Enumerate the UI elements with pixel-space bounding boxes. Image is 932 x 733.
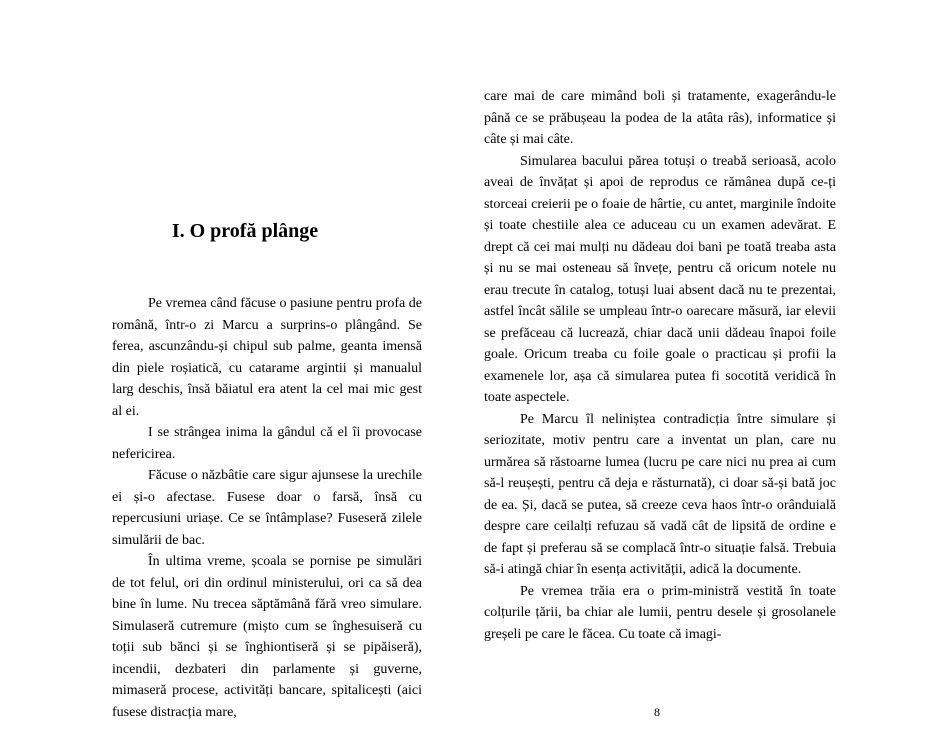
paragraph: care mai de care mimând boli și tratamente, exagerându-le până ce se prăbușeau la podea de la atâta râs), informatice și câte și mai câte. [484, 89, 836, 147]
paragraph: Pe vremea când făcuse o pasiune pentru profa de română, într-o zi Marcu a surprins-o plângând. Se ferea, ascunzându-și chipul sub palme, geanta imensă din piele roșiatică, cu catarame argintii și manualul larg deschis, însă băiatul era atent la cel mai mic gest al ei. [112, 296, 422, 419]
paragraph: Simularea bacului părea totuși o treabă serioasă, acolo aveai de învățat și apoi de reprodus ce rămânea după ce-ți storceai creierii pe o foaie de hârtie, cu antet, marginile îndoite și toate chestiile alea ce aduceau cu un examen adevărat. E drept că cei mai mulți nu dădeau doi bani pe toată treaba asta și nu se mai osteneau să învețe, pentru că oricum notele nu erau trecute în catalog, totuși luai absent dacă nu te prezentai, astfel încât sălile se umpleau într-o oarecare măsură, iar elevii se prefăceau că lucrează, chiar dacă unii dădeau înapoi foile goale. Oricum treaba cu foile goale o practicau și profii la examenele lor, așa că simularea putea fi socotită veridică în toate aspectele. [484, 153, 836, 405]
left-text-column [112, 293, 422, 723]
paragraph: Pe vremea trăia era o prim-ministră vestită în toate colțurile țării, ba chiar ale lumii, pentru desele și grosolanele greșeli pe care le făcea. Cu toate că imagi- [484, 583, 836, 642]
paragraph: I se strângea inima la gândul că el îi provocase nefericirea. [112, 425, 422, 462]
right-text-column [484, 86, 836, 645]
paragraph: Pe Marcu îl neliniștea contradicția între simulare și seriozitate, motiv pentru care a inventat un plan, care nu urmărea să răstoarne lumea (lucru pe care nici nu prea ai cum să-l reușești, pentru că deja e răsturnată), ci doar să-și bată joc de ea. Și, dacă se putea, să creeze ceva haos într-o orânduială despre care ceilalți refuzau să vadă cât de lipsită de ordine e de fapt și preferau să se complacă într-o situație falsă. Trebuia să-i atingă chiar în esența activității, adică la documente. [484, 411, 836, 577]
right-page [466, 0, 932, 733]
chapter-title: I. O profă plânge [171, 220, 319, 242]
page-number: 8 [654, 705, 660, 719]
paragraph: Făcuse o năzbâtie care sigur ajunsese la urechile ei și-o afectase. Fusese doar o farsă, însă cu repercusiuni uriașe. Ce se întâmplase? Fuseseră zilele simulării de bac. [112, 468, 422, 548]
paragraph: În ultima vreme, școala se pornise pe simulări de tot felul, ori din ordinul ministerului, ori ca să dea bine în lume. Nu trecea săptămână fără vreo simulare. Simulaseră cutremure (mișto cum se înghesuiseră cu toții sub bănci și se înghiontiseră și se pipăiseră), incendii, dezbateri din parlamente și guverne, mimaseră procese, activități bancare, spitalicești (aici fusese distracția mare, [112, 554, 422, 720]
